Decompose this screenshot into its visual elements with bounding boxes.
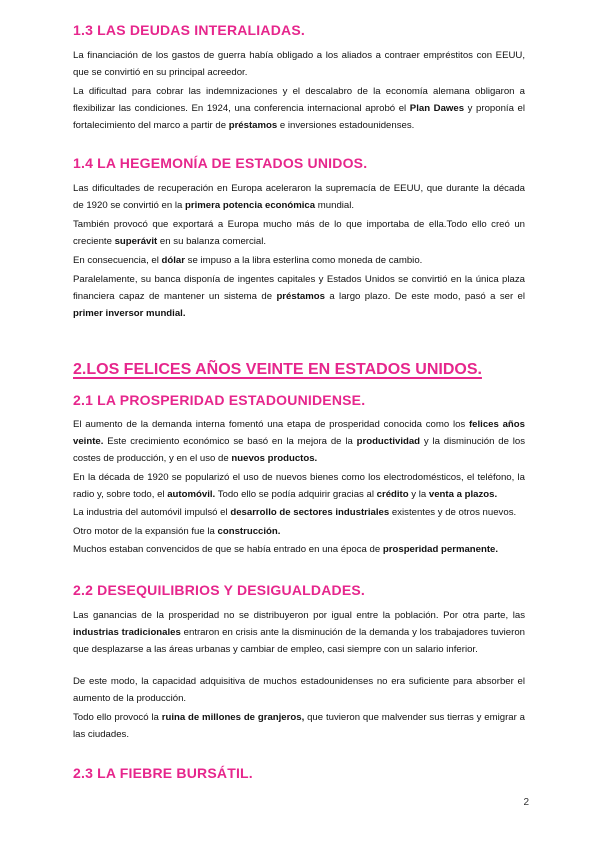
bold-term: Plan Dawes bbox=[409, 103, 465, 114]
bold-term: automóvil. bbox=[167, 489, 216, 500]
bold-term: felices años veinte. bbox=[73, 419, 525, 447]
text: Este crecimiento económico se basó en la mejora de la bbox=[103, 436, 357, 447]
text: Las dificultades de recuperación en Europa aceleraron la supremacía de EEUU, que durante la década de 1920 se convirtió en la bbox=[73, 183, 525, 211]
text: Otro motor de la expansión fue la bbox=[73, 526, 218, 537]
bold-term: primer inversor mundial. bbox=[73, 308, 186, 319]
text: existentes y de otros nuevos. bbox=[389, 507, 517, 518]
bold-term: ruina de millones de granjeros, bbox=[161, 712, 305, 723]
paragraph bbox=[73, 216, 525, 250]
text: Muchos estaban convencidos de que se había entrado en una época de bbox=[73, 544, 383, 555]
bold-term: crédito bbox=[376, 489, 409, 500]
text: Las ganancias de la prosperidad no se distribuyeron por igual entre la población. Por otra parte, las bbox=[73, 610, 525, 621]
paragraph bbox=[73, 541, 525, 558]
bold-term: venta a plazos. bbox=[428, 489, 498, 500]
text: En la década de 1920 se popularizó el uso de nuevos bienes como los electrodomésticos, el teléfono, la radio y, sobre todo, el bbox=[73, 472, 525, 500]
text: La financiación de los gastos de guerra había obligado a los aliados a contraer empréstitos con EEUU, que se convirtió en su principal acreedor. bbox=[73, 50, 525, 78]
paragraph bbox=[73, 523, 525, 540]
paragraph bbox=[73, 709, 525, 743]
text: a largo plazo. De este modo, pasó a ser el bbox=[324, 291, 525, 302]
text: que tuvieron que malvender sus tierras y emigrar a las ciudades. bbox=[73, 712, 526, 740]
text: La dificultad para cobrar las indemnizaciones y el descalabro de la economía alemana obligaron a flexibilizar las condiciones. En 1924, una conferencia internacional aprobó el bbox=[73, 86, 525, 114]
text: se impuso a la libra esterlina como moneda de cambio. bbox=[185, 255, 423, 266]
heading-2: 2.LOS FELICES AÑOS VEINTE EN ESTADOS UNIDOS. bbox=[73, 361, 482, 378]
text: Todo ello se podía adquirir gracias al bbox=[215, 489, 377, 500]
bold-term: nuevos productos. bbox=[231, 453, 318, 464]
bold-term: préstamos bbox=[228, 120, 278, 131]
heading-1-3: 1.3 LAS DEUDAS INTERALIADAS. bbox=[73, 22, 305, 38]
paragraph bbox=[73, 469, 525, 503]
paragraph bbox=[73, 180, 525, 214]
paragraph bbox=[73, 504, 525, 521]
text: y la bbox=[408, 489, 429, 500]
text: en su balanza comercial. bbox=[157, 236, 267, 247]
text: En consecuencia, el bbox=[73, 255, 162, 266]
bold-term: prosperidad permanente. bbox=[382, 544, 499, 555]
heading-2-1: 2.1 LA PROSPERIDAD ESTADOUNIDENSE. bbox=[73, 392, 366, 408]
paragraph bbox=[73, 47, 525, 81]
bold-term: construcción. bbox=[217, 526, 281, 537]
text: Paralelamente, su banca disponía de ingentes capitales y Estados Unidos se convirtió en la única plaza financiera capaz de mantener un sistema de bbox=[73, 274, 525, 302]
heading-2-3: 2.3 LA FIEBRE BURSÁTIL. bbox=[73, 765, 253, 781]
heading-2-2: 2.2 DESEQUILIBRIOS Y DESIGUALDADES. bbox=[73, 582, 365, 598]
paragraph bbox=[73, 673, 525, 707]
text: De este modo, la capacidad adquisitiva de muchos estadounidenses no era suficiente para absorber el aumento de la producción. bbox=[73, 676, 525, 704]
text: La industria del automóvil impulsó el bbox=[73, 507, 231, 518]
heading-1-4: 1.4 LA HEGEMONÍA DE ESTADOS UNIDOS. bbox=[73, 155, 368, 171]
text: También provocó que exportará a Europa mucho más de lo que importaba de ella.Todo ello creó un creciente bbox=[73, 219, 525, 247]
paragraph bbox=[73, 271, 525, 322]
paragraph bbox=[73, 416, 525, 467]
bold-term: superávit bbox=[114, 236, 158, 247]
bold-term: industrias tradicionales bbox=[73, 627, 181, 638]
bold-term: desarrollo de sectores industriales bbox=[230, 507, 390, 518]
text: y la disminución de los costes de producción, y en el uso de bbox=[73, 436, 526, 464]
paragraph bbox=[73, 607, 525, 658]
text: e inversiones estadounidenses. bbox=[277, 120, 415, 131]
paragraph bbox=[73, 83, 525, 134]
bold-term: productividad bbox=[356, 436, 421, 447]
page-number: 2 bbox=[523, 797, 529, 808]
paragraph bbox=[73, 252, 525, 269]
bold-term: préstamos bbox=[276, 291, 325, 302]
text: Todo ello provocó la bbox=[73, 712, 162, 723]
text: El aumento de la demanda interna fomentó una etapa de prosperidad conocida como los bbox=[73, 419, 469, 430]
bold-term: primera potencia económica bbox=[185, 200, 316, 211]
text: entraron en crisis ante la disminución de la demanda y los trabajadores tuvieron que desplazarse a las áreas urbanas y cambiar de empleo, casi siempre con un salario inferior. bbox=[73, 627, 525, 655]
text: mundial. bbox=[315, 200, 355, 211]
bold-term: dólar bbox=[161, 255, 186, 266]
text: y proponía el fortalecimiento del marco a partir de bbox=[73, 103, 525, 131]
